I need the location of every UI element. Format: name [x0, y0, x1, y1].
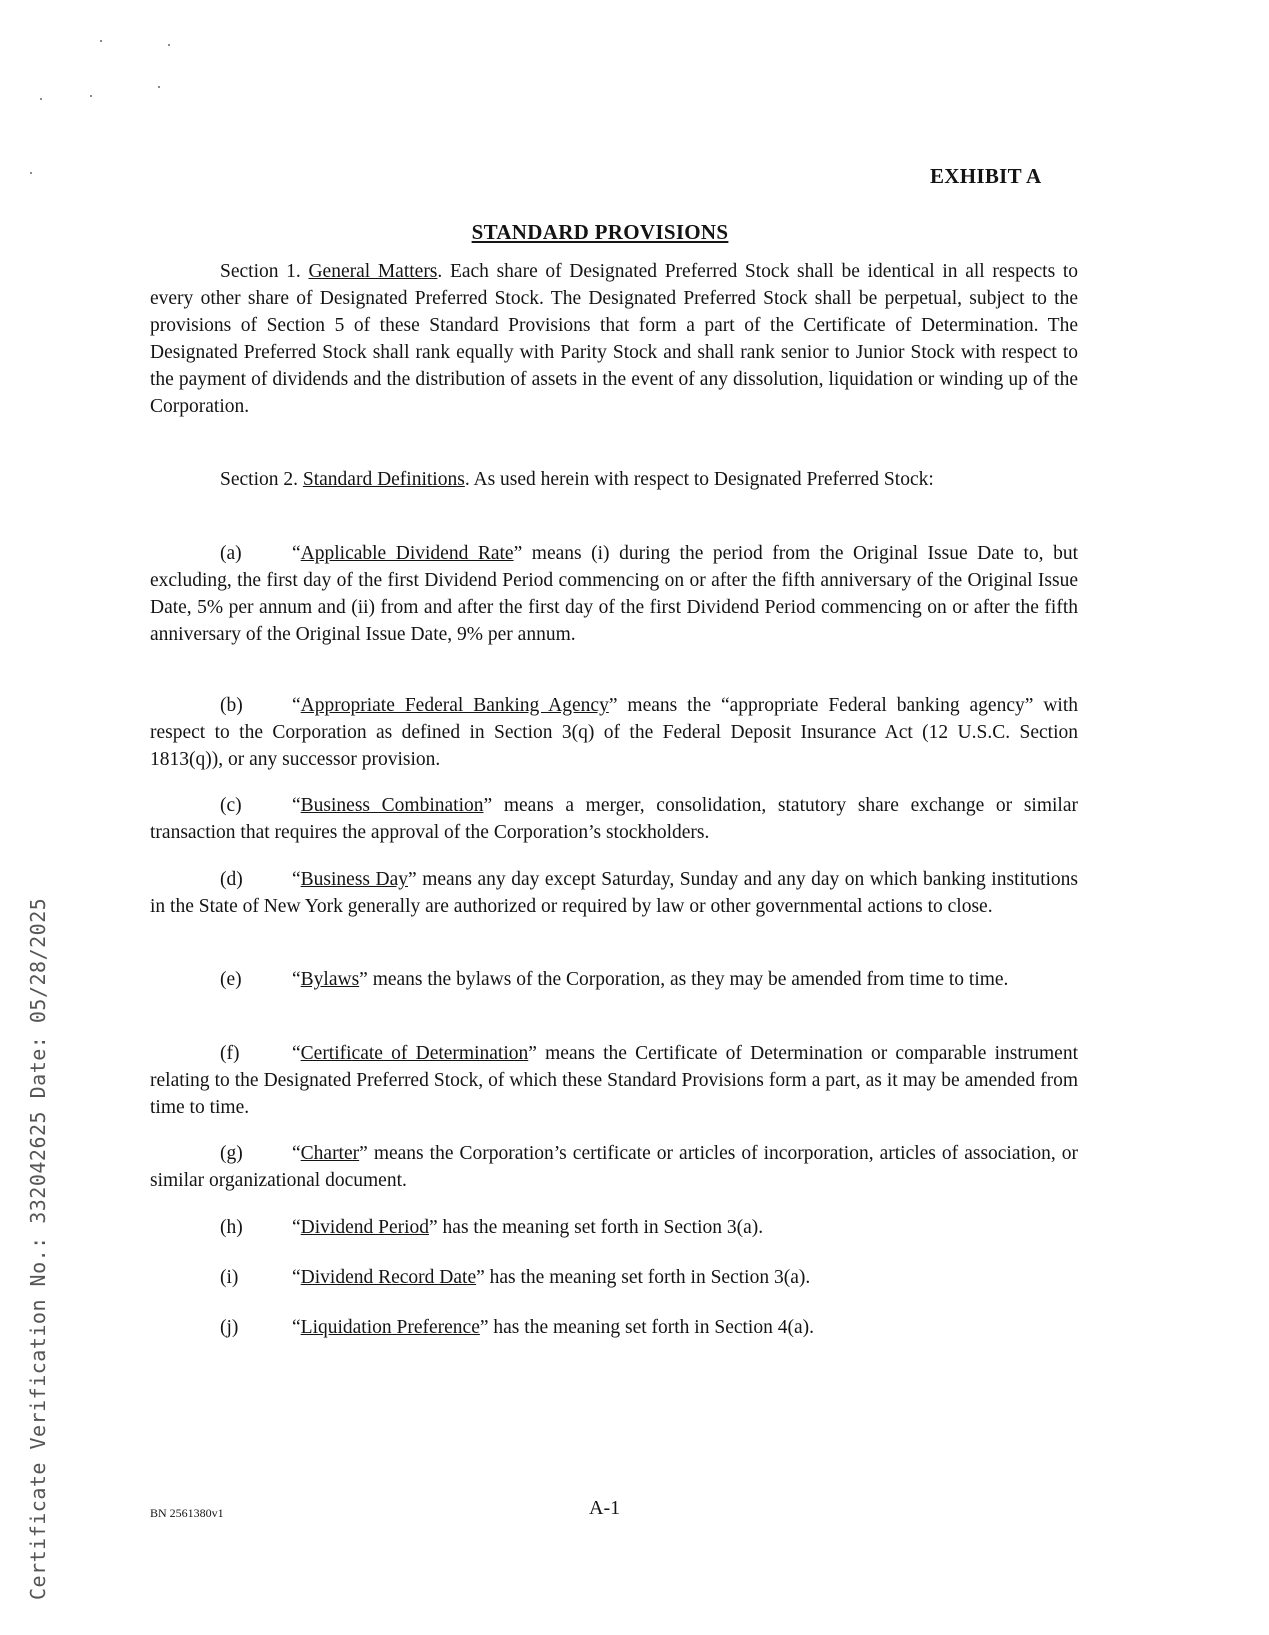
definition-text: means (i) during the period from the Original Issue Date to, but excluding, the first day of the first Dividend Period commencing on or after the fifth anniversary of the Original Issue Date, 5% per annum and (ii) from and after the first day of the first Dividend Period commencing on or after the fifth anniversary of the Original Issue Date, 9% per annum.: [150, 543, 1078, 645]
exhibit-label: EXHIBIT A: [930, 164, 1042, 188]
section-2-paragraph: [150, 466, 1078, 493]
definition-term: Appropriate Federal Banking Agency: [300, 695, 609, 716]
definition-text: means the “appropriate Federal banking agency” with respect to the Corporation as defined in Section 3(q) of the Federal Deposit Insurance Act (12 U.S.C. Section 1813(q)), or any successor provision.: [150, 695, 1078, 770]
scan-speck: [90, 95, 92, 97]
scan-speck: [168, 44, 170, 46]
definition-term: Business Combination: [300, 795, 484, 816]
definition-i: (i) “Dividend Record Date” has the meaning set forth in Section 3(a).: [150, 1264, 1078, 1291]
definition-g: (g) “Charter” means the Corporation’s certificate or articles of incorporation, articles of association, or similar organizational document.: [150, 1140, 1078, 1194]
definition-label: (f): [220, 1043, 240, 1064]
definition-term: Business Day: [300, 869, 409, 890]
definition-label: (i): [220, 1267, 239, 1288]
section-2-prefix: Section 2.: [220, 469, 303, 490]
definition-term: Liquidation Preference: [300, 1317, 480, 1338]
definition-term: Dividend Record Date: [300, 1267, 477, 1288]
scan-speck: [30, 172, 32, 174]
definition-label: (a): [220, 543, 242, 564]
section-2-heading: Standard Definitions: [302, 469, 465, 490]
scan-speck: [40, 98, 42, 100]
definition-label: (e): [220, 969, 242, 990]
scan-speck: [100, 40, 102, 42]
section-2-text: . As used herein with respect to Designated Preferred Stock:: [464, 469, 934, 490]
definition-f: (f) “Certificate of Determination” means the Certificate of Determination or comparable instrument relating to the Designated Preferred Stock, of which these Standard Provisions form a part, as it may be amended from time to time.: [150, 1040, 1078, 1121]
definition-text: means any day except Saturday, Sunday and any day on which banking institutions in the State of New York generally are authorized or required by law or other governmental actions to close.: [150, 869, 1078, 917]
footer-doc-id: BN 2561380v1: [150, 1506, 224, 1520]
section-1-text: . Each share of Designated Preferred Stock shall be identical in all respects to every other share of Designated Preferred Stock. The Designated Preferred Stock shall be perpetual, subject to the provisions of Section 5 of these Standard Provisions that form a part of the Certificate of Determination. The Designated Preferred Stock shall rank equally with Parity Stock and shall rank senior to Junior Stock with respect to the payment of dividends and the distribution of assets in the event of any dissolution, liquidation or winding up of the Corporation.: [150, 261, 1078, 417]
definition-label: (b): [220, 695, 243, 716]
definition-term: Bylaws: [300, 969, 360, 990]
scan-speck: [158, 86, 160, 88]
definition-term: Applicable Dividend Rate: [300, 543, 514, 564]
definition-text: has the meaning set forth in Section 3(a).: [437, 1217, 764, 1238]
definition-label: (d): [220, 869, 243, 890]
definition-term: Dividend Period: [300, 1217, 430, 1238]
definition-label: (g): [220, 1143, 243, 1164]
definition-label: (j): [220, 1317, 239, 1338]
section-1-prefix: Section 1.: [220, 261, 309, 282]
page-number: A-1: [589, 1497, 621, 1519]
definition-text: means the bylaws of the Corporation, as they may be amended from time to time.: [367, 969, 1009, 990]
definition-b: (b) “Appropriate Federal Banking Agency” means the “appropriate Federal banking agency” with respect to the Corporation as defined in Section 3(q) of the Federal Deposit Insurance Act (12 U.S.C. Section 1813(q)), or any successor provision.: [150, 692, 1078, 773]
section-1-heading: General Matters: [308, 261, 438, 282]
definition-d: (d) “Business Day” means any day except Saturday, Sunday and any day on which banking institutions in the State of New York generally are authorized or required by law or other governmental actions to close.: [150, 866, 1078, 920]
definition-term: Charter: [300, 1143, 360, 1164]
definition-j: (j) “Liquidation Preference” has the meaning set forth in Section 4(a).: [150, 1314, 1078, 1341]
definition-text: has the meaning set forth in Section 3(a).: [484, 1267, 811, 1288]
definition-text: means a merger, consolidation, statutory share exchange or similar transaction that requires the approval of the Corporation’s stockholders.: [150, 795, 1078, 843]
certificate-verification-stamp: Certificate Verification No.: 332042625 Date: 05/28/2025: [26, 897, 50, 1600]
page-title: STANDARD PROVISIONS: [471, 220, 729, 244]
definition-term: Certificate of Determination: [300, 1043, 529, 1064]
definition-c: (c) “Business Combination” means a merger, consolidation, statutory share exchange or similar transaction that requires the approval of the Corporation’s stockholders.: [150, 792, 1078, 846]
definition-text: means the Certificate of Determination or comparable instrument relating to the Designated Preferred Stock, of which these Standard Provisions form a part, as it may be amended from time to time.: [150, 1043, 1078, 1118]
definition-label: (h): [220, 1217, 243, 1238]
definition-a: (a) “Applicable Dividend Rate” means (i) during the period from the Original Issue Date to, but excluding, the first day of the first Dividend Period commencing on or after the fifth anniversary of the Original Issue Date, 5% per annum and (ii) from and after the first day of the first Dividend Period commencing on or after the fifth anniversary of the Original Issue Date, 9% per annum.: [150, 540, 1078, 648]
definition-text: means the Corporation’s certificate or articles of incorporation, articles of association, or similar organizational document.: [150, 1143, 1078, 1191]
definition-text: has the meaning set forth in Section 4(a).: [488, 1317, 814, 1338]
definition-label: (c): [220, 795, 242, 816]
definition-h: (h) “Dividend Period” has the meaning set forth in Section 3(a).: [150, 1214, 1078, 1241]
section-1-paragraph: [150, 258, 1078, 420]
definition-e: (e) “Bylaws” means the bylaws of the Corporation, as they may be amended from time to time.: [150, 966, 1078, 993]
